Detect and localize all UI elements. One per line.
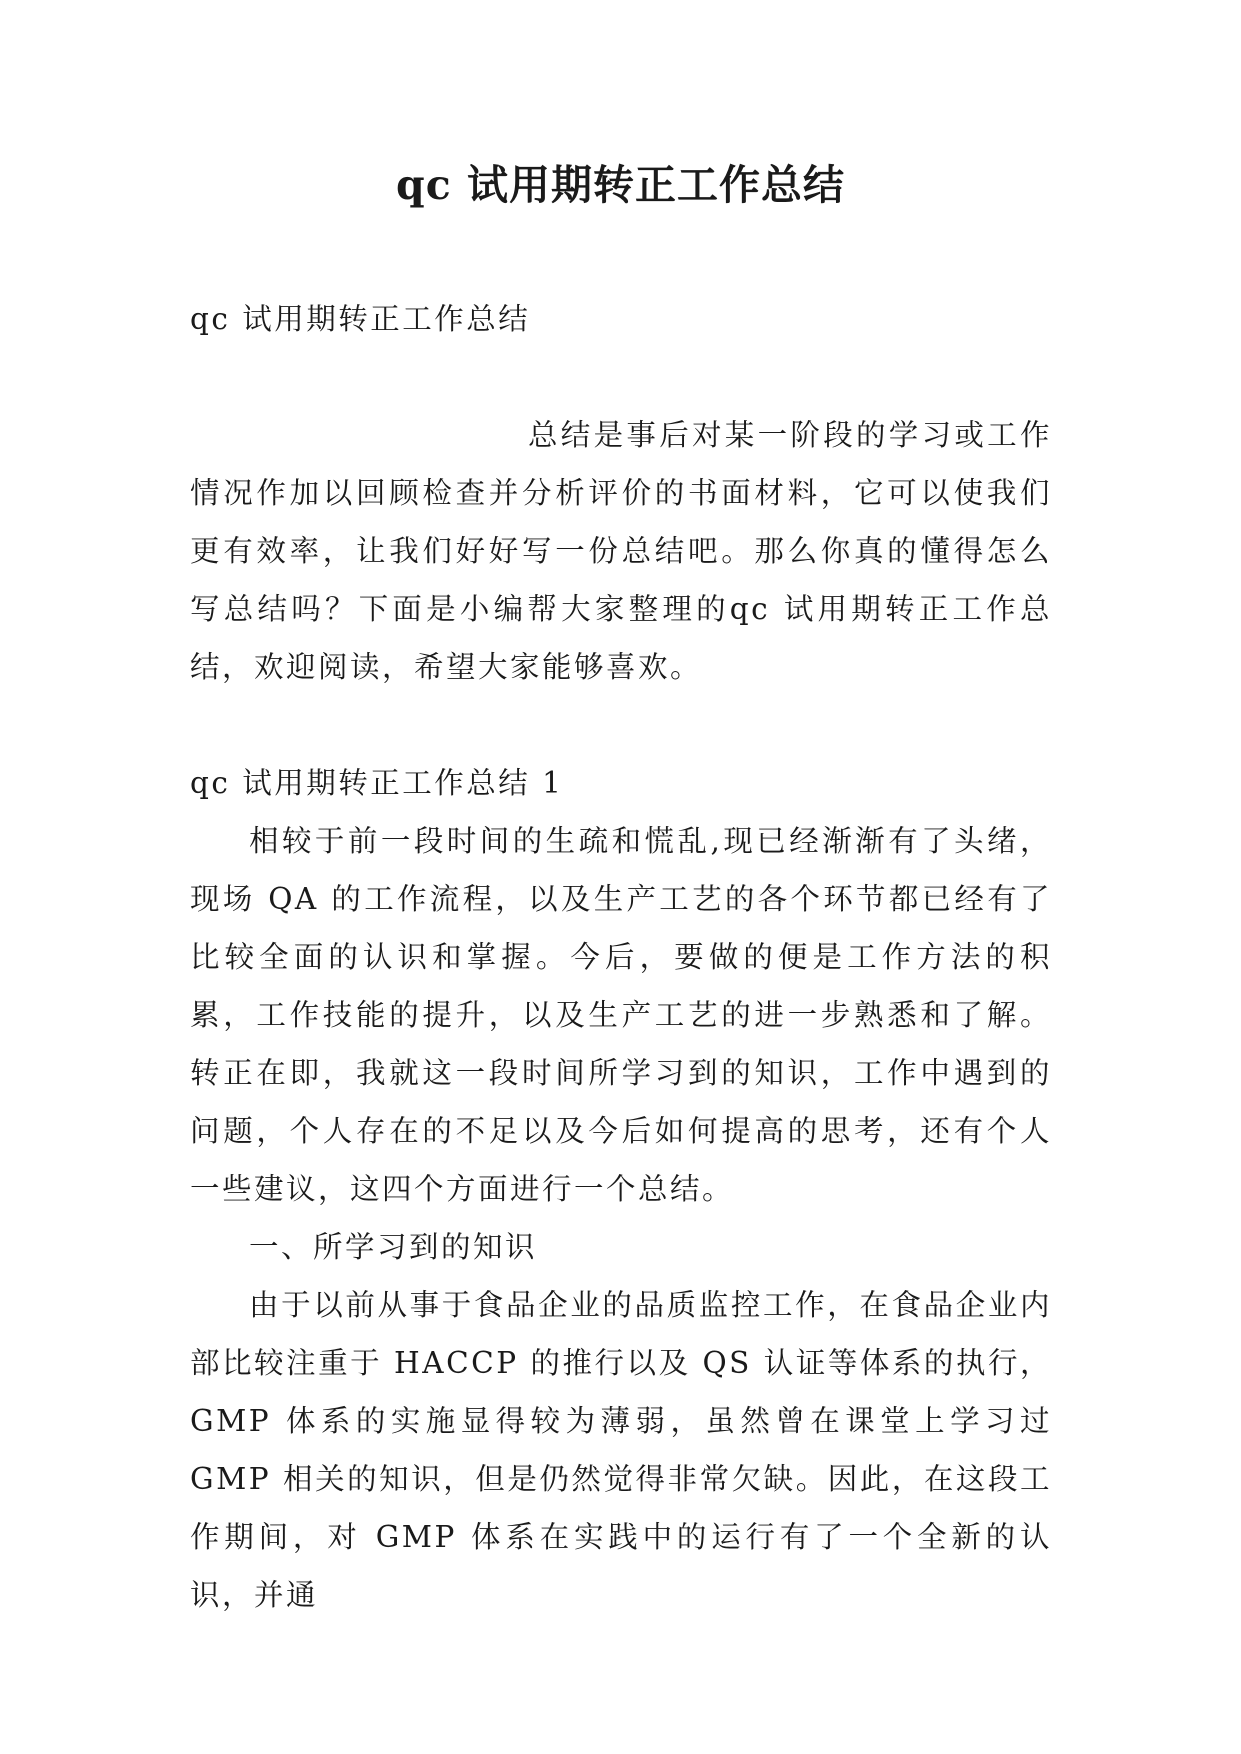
section-heading: qc 试用期转正工作总结 1 [190, 766, 564, 800]
document-subtitle: qc 试用期转正工作总结 [190, 302, 531, 336]
body-paragraph: 相较于前一段时间的生疏和慌乱,现已经渐渐有了头绪，现场 QA 的工作流程，以及生产工艺的各个环节都已经有了比较全面的认识和掌握。今后，要做的便是工作方法的积累，工作技能的提升，以及生产工艺的进一步熟悉和了解。转正在即，我就这一段时间所学习到的知识，工作中遇到的问题，个人存在的不足以及今后如何提高的思考，还有个人一些建议，这四个方面进行一个总结。 [190, 824, 1052, 1206]
subsection-heading: 一、所学习到的知识 [249, 1230, 538, 1264]
document-body [190, 290, 1052, 1624]
paragraph-gap [190, 696, 1052, 754]
document-title: qc 试用期转正工作总结 [396, 161, 845, 209]
body-paragraph: 由于以前从事于食品企业的品质监控工作，在食品企业内部比较注重于 HACCP 的推行以及 QS 认证等体系的执行，GMP 体系的实施显得较为薄弱，虽然曾在课堂上学习过 GMP 相关的知识，但是仍然觉得非常欠缺。因此，在这段工作期间，对 GMP 体系在实践中的运行有了一个全新的认识，并通 [190, 1288, 1052, 1612]
intro-paragraph: 总结是事后对某一阶段的学习或工作情况作加以回顾检查并分析评价的书面材料，它可以使我们更有效率，让我们好好写一份总结吧。那么你真的懂得怎么写总结吗？下面是小编帮大家整理的qc 试用期转正工作总结，欢迎阅读，希望大家能够喜欢。 [190, 418, 1052, 684]
